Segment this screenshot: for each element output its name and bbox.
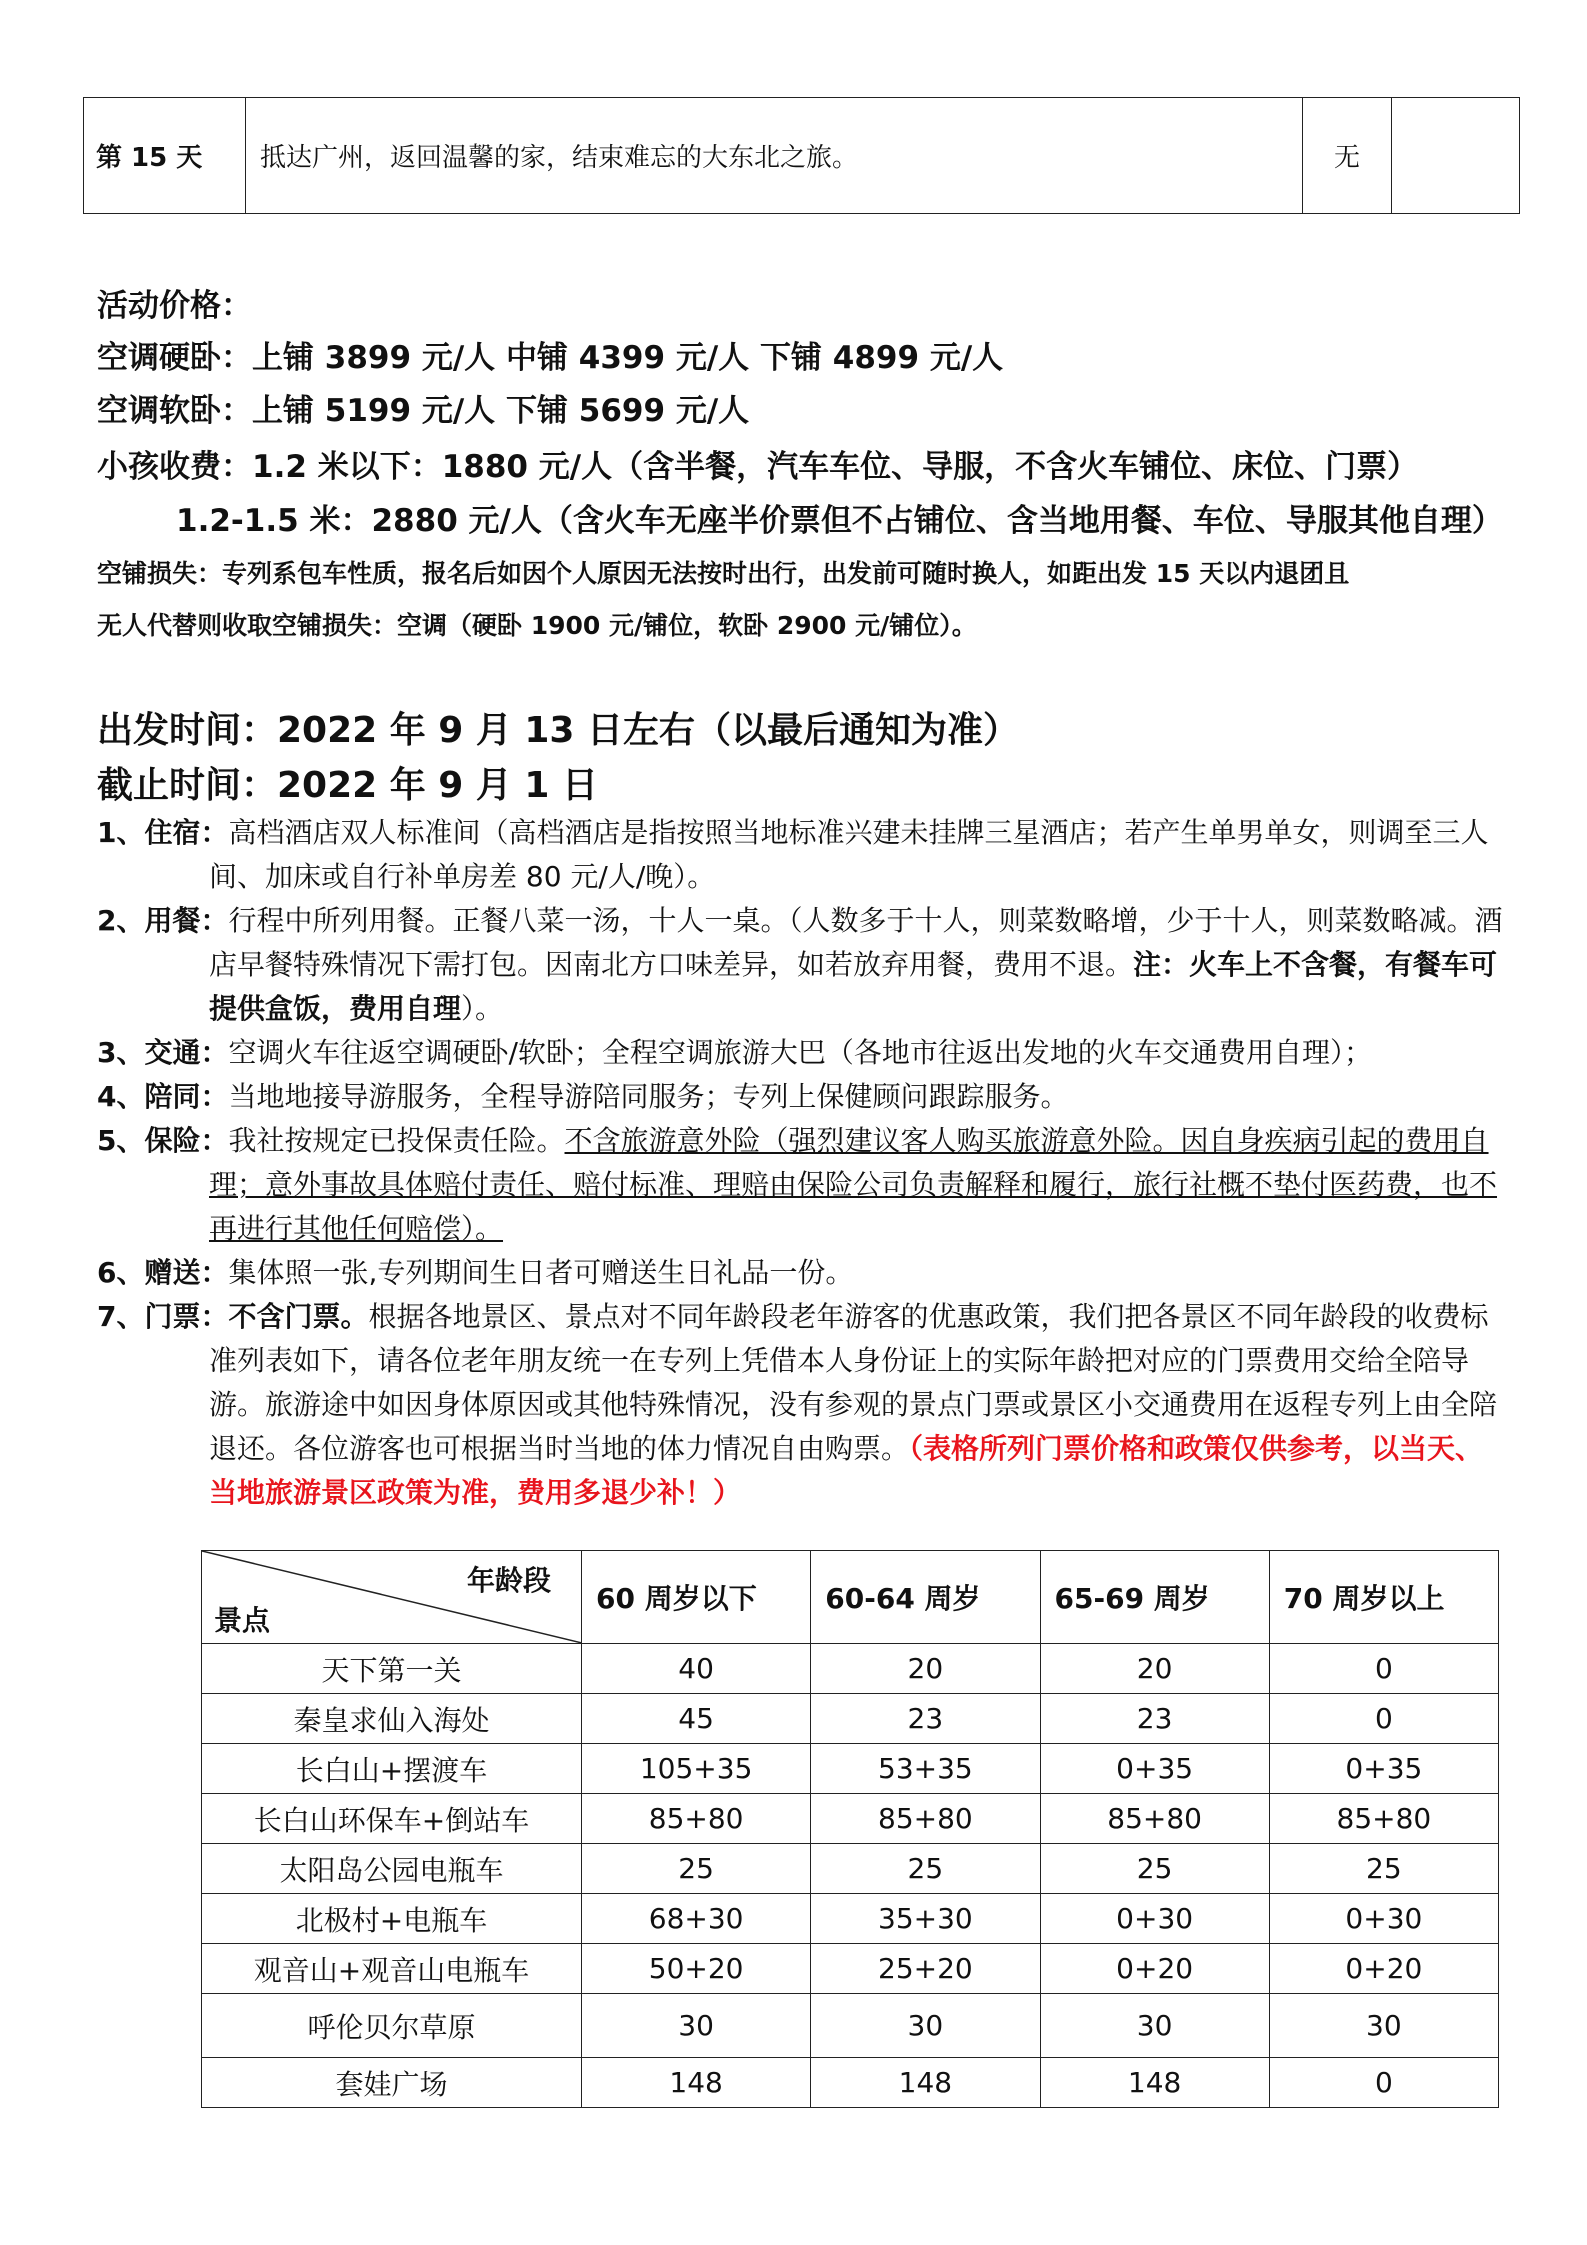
day-cell: 第 15 天 (84, 98, 246, 214)
ticket-price-table (201, 1550, 1499, 2108)
price-cell: 0+20 (1040, 1944, 1269, 1994)
price-cell: 0+30 (1040, 1894, 1269, 1944)
table-row (202, 1894, 1499, 1944)
table-row (202, 2058, 1499, 2108)
deadline-time: 截止时间：2022 年 9 月 1 日 (97, 765, 598, 806)
item-number: 1、 (97, 816, 145, 849)
column-header: 65-69 周岁 (1040, 1551, 1269, 1644)
price-cell: 30 (582, 1994, 811, 2058)
price-cell: 35+30 (811, 1894, 1040, 1944)
item-text: 根据各地景区、景点对不同年龄段老年游客的优惠政策，我们把各景区不同年龄段的收费标 (368, 1300, 1489, 1333)
price-child-2: 1.2-1.5 米：2880 元/人（含火车无座半价票但不占铺位、含当地用餐、车位、导服其他自理） (176, 503, 1503, 539)
price-soft-sleeper: 空调软卧：上铺 5199 元/人 下铺 5699 元/人 (97, 393, 750, 429)
price-cell: 50+20 (582, 1944, 811, 1994)
table-row (202, 1744, 1499, 1794)
price-cell: 0 (1269, 1644, 1498, 1694)
item-meals (97, 899, 1507, 1031)
item-label: 陪同： (144, 1080, 229, 1113)
item-accommodation (97, 811, 1507, 899)
item-label: 门票： (144, 1300, 229, 1333)
price-cell: 40 (582, 1644, 811, 1694)
item-text: 集体照一张,专列期间生日者可赠送生日礼品一份。 (228, 1256, 854, 1289)
item-text: 准列表如下，请各位老年朋友统一在专列上凭借本人身份证上的实际年龄把对应的门票费用交给全陪导 (209, 1344, 1470, 1377)
hotel-cell (1392, 98, 1520, 214)
vacancy-loss-1: 空铺损失：专列系包车性质，报名后如因个人原因无法按时出行，出发前可随时换人，如距出发 15 天以内退团且 (97, 559, 1350, 588)
table-row (202, 1994, 1499, 2058)
column-header: 60 周岁以下 (582, 1551, 811, 1644)
item-number: 5、 (97, 1124, 145, 1157)
item-gift (97, 1251, 1507, 1295)
item-text-underlined: 不含旅游意外险（强烈建议客人购买旅游意外险。因自身疾病引起的费用自 (564, 1124, 1489, 1157)
item-lead: 不含门票。 (228, 1300, 369, 1333)
item-escort (97, 1075, 1507, 1119)
price-cell: 148 (811, 2058, 1040, 2108)
table-row (202, 1944, 1499, 1994)
spot-name-cell: 套娃广场 (202, 2058, 582, 2108)
price-cell: 25 (1040, 1844, 1269, 1894)
item-insurance (97, 1119, 1507, 1251)
price-cell: 23 (1040, 1694, 1269, 1744)
price-cell: 0+35 (1269, 1744, 1498, 1794)
price-cell: 30 (811, 1994, 1040, 2058)
price-cell: 30 (1040, 1994, 1269, 2058)
item-note: 提供盒饭，费用自理 (209, 992, 462, 1025)
spot-name-cell: 长白山环保车+倒站车 (202, 1794, 582, 1844)
spot-name-cell: 北极村+电瓶车 (202, 1894, 582, 1944)
item-number: 6、 (97, 1256, 145, 1289)
item-label: 住宿： (144, 816, 229, 849)
table-row (202, 1644, 1499, 1694)
table-row (202, 1794, 1499, 1844)
item-text: 店早餐特殊情况下需打包。因南北方口味差异，如若放弃用餐，费用不退。 (209, 948, 1134, 981)
price-cell: 148 (1040, 2058, 1269, 2108)
price-cell: 85+80 (1040, 1794, 1269, 1844)
item-text: 游。旅游途中如因身体原因或其他特殊情况，没有参观的景点门票或景区小交通费用在返程专列上由全陪 (209, 1388, 1498, 1421)
spot-name-cell: 秦皇求仙入海处 (202, 1694, 582, 1744)
price-cell: 148 (582, 2058, 811, 2108)
price-cell: 20 (811, 1644, 1040, 1694)
vacancy-loss-2: 无人代替则收取空铺损失：空调（硬卧 1900 元/铺位，软卧 2900 元/铺位）。 (97, 611, 977, 640)
price-cell: 25+20 (811, 1944, 1040, 1994)
price-cell: 0 (1269, 1694, 1498, 1744)
price-cell: 0+35 (1040, 1744, 1269, 1794)
price-cell: 85+80 (582, 1794, 811, 1844)
price-cell: 23 (811, 1694, 1040, 1744)
corner-header (202, 1551, 582, 1644)
price-cell: 0 (1269, 2058, 1498, 2108)
price-cell: 25 (811, 1844, 1040, 1894)
item-text: 退还。各位游客也可根据当时当地的体力情况自由购票。 (209, 1432, 910, 1465)
item-number: 4、 (97, 1080, 145, 1113)
item-text-underlined: 理；意外事故具体赔付责任、赔付标准、理赔由保险公司负责解释和履行，旅行社概不垫付医药费，也不 (209, 1168, 1498, 1201)
item-number: 2、 (97, 904, 145, 937)
item-number: 3、 (97, 1036, 145, 1069)
item-transport (97, 1031, 1507, 1075)
description-cell: 抵达广州，返回温馨的家，结束难忘的大东北之旅。 (246, 98, 1303, 214)
itinerary-table (83, 97, 1520, 214)
item-text: 当地地接导游服务，全程导游陪同服务；专列上保健顾问跟踪服务。 (228, 1080, 1069, 1113)
item-text: 空调火车往返空调硬卧/软卧；全程空调旅游大巴（各地市往返出发地的火车交通费用自理）； (228, 1036, 1372, 1069)
price-cell: 68+30 (582, 1894, 811, 1944)
item-label: 用餐： (144, 904, 229, 937)
price-cell: 85+80 (1269, 1794, 1498, 1844)
item-label: 交通： (144, 1036, 229, 1069)
price-cell: 85+80 (811, 1794, 1040, 1844)
pricing-title: 活动价格： (97, 288, 252, 324)
price-hard-sleeper: 空调硬卧：上铺 3899 元/人 中铺 4399 元/人 下铺 4899 元/人 (97, 340, 1004, 376)
price-cell: 0+30 (1269, 1894, 1498, 1944)
item-note: 注：火车上不含餐，有餐车可 (1133, 948, 1498, 981)
price-cell: 53+35 (811, 1744, 1040, 1794)
itinerary-row (84, 98, 1520, 214)
spot-name-cell: 长白山+摆渡车 (202, 1744, 582, 1794)
age-group-label: 年龄段 (466, 1564, 551, 1597)
table-row (202, 1694, 1499, 1744)
column-header: 70 周岁以上 (1269, 1551, 1498, 1644)
item-text: 我社按规定已投保责任险。 (228, 1124, 565, 1157)
price-cell: 25 (582, 1844, 811, 1894)
item-text-underlined: 再进行其他任何赔偿）。 (209, 1212, 504, 1245)
item-text: 行程中所列用餐。正餐八菜一汤，十人一桌。（人数多于十人，则菜数略增，少于十人，则菜数略减。酒 (228, 904, 1503, 937)
item-text: 间、加床或自行补单房差 80 元/人/晚）。 (209, 860, 716, 893)
spot-name-cell: 太阳岛公园电瓶车 (202, 1844, 582, 1894)
price-cell: 20 (1040, 1644, 1269, 1694)
departure-time: 出发时间：2022 年 9 月 13 日左右（以最后通知为准） (97, 710, 1020, 751)
column-header: 60-64 周岁 (811, 1551, 1040, 1644)
item-text: ）。 (461, 992, 504, 1025)
scenic-spot-label: 景点 (214, 1604, 271, 1637)
item-tickets (97, 1295, 1507, 1515)
item-text: 高档酒店双人标准间（高档酒店是指按照当地标准兴建未挂牌三星酒店；若产生单男单女，则调至三人 (228, 816, 1489, 849)
price-child-1: 小孩收费：1.2 米以下：1880 元/人（含半餐，汽车车位、导服，不含火车铺位、床位、门票） (97, 449, 1419, 485)
meal-cell: 无 (1303, 98, 1392, 214)
price-cell: 45 (582, 1694, 811, 1744)
price-cell: 105+35 (582, 1744, 811, 1794)
item-label: 赠送： (144, 1256, 229, 1289)
price-cell: 30 (1269, 1994, 1498, 2058)
table-header-row (202, 1551, 1499, 1644)
item-number: 7、 (97, 1300, 145, 1333)
item-label: 保险： (144, 1124, 229, 1157)
spot-name-cell: 天下第一关 (202, 1644, 582, 1694)
price-cell: 25 (1269, 1844, 1498, 1894)
table-row (202, 1844, 1499, 1894)
price-cell: 0+20 (1269, 1944, 1498, 1994)
item-warning: （表格所列门票价格和政策仅供参考，以当天、 (909, 1432, 1484, 1465)
spot-name-cell: 呼伦贝尔草原 (202, 1994, 582, 2058)
spot-name-cell: 观音山+观音山电瓶车 (202, 1944, 582, 1994)
item-warning: 当地旅游景区政策为准，费用多退少补！） (209, 1476, 742, 1509)
